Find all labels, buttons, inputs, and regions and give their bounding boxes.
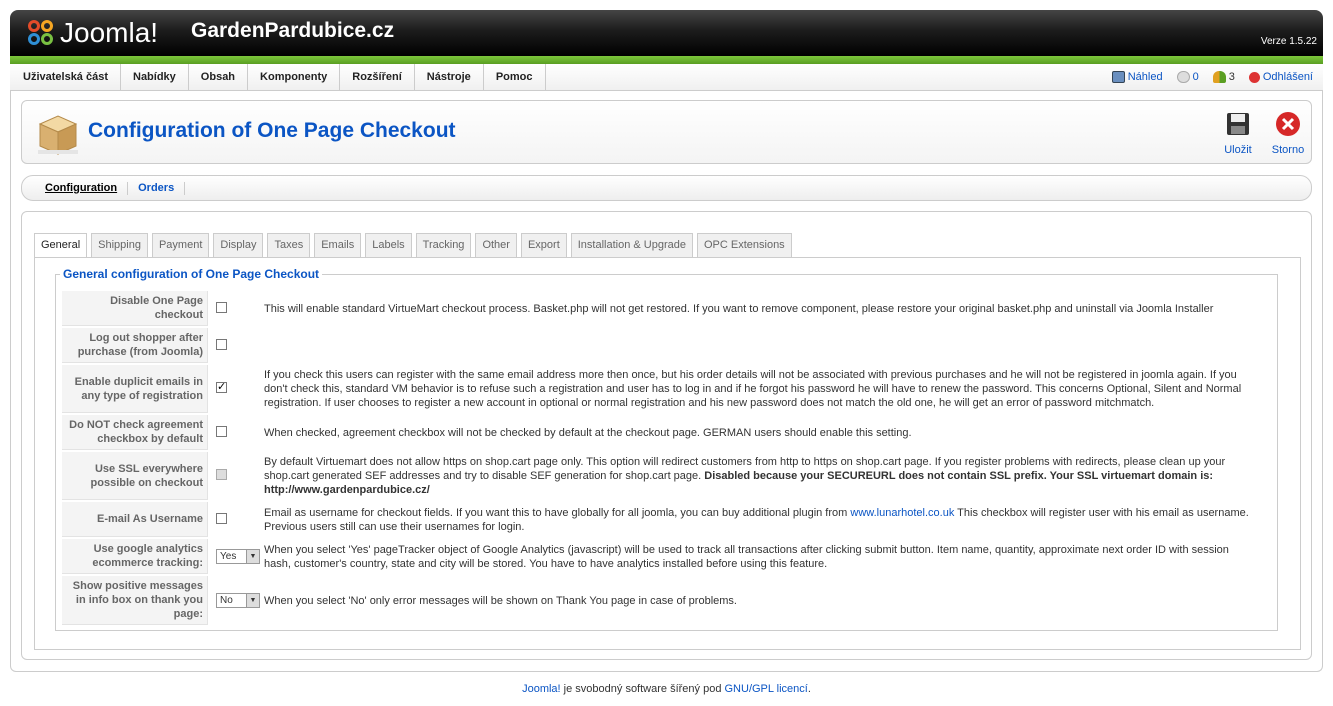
- cancel-icon: [1275, 111, 1301, 137]
- tab-emails[interactable]: Emails: [314, 233, 361, 257]
- config-row: [62, 328, 1260, 363]
- save-label: Uložit: [1224, 144, 1252, 156]
- save-button[interactable]: [1218, 111, 1258, 156]
- tab-tracking[interactable]: Tracking: [416, 233, 472, 257]
- config-description: By default Virtuemart does not allow https on shop.cart page only. This option will redirect customers from http to https on shop.cart page. If you register problems with redirects, please clean up your shop.cart generated SEF addresses and try to disable SEF generation for shop.cart page. Disabled because your SECUREURL does not contain SSL prefix. Your SSL virtuemart domain is: http://www.gardenpardubice.cz/: [264, 456, 1226, 496]
- config-description: This will enable standard VirtueMart checkout process. Basket.php will not get restored. If you want to remove component, please restore your original basket.php and uninstall via Joomla Installer: [264, 302, 1214, 315]
- agreement-checkbox[interactable]: [216, 426, 227, 437]
- messages-link[interactable]: 0: [1177, 71, 1199, 83]
- gpl-license-link[interactable]: GNU/GPL licencí: [724, 683, 808, 695]
- users-online: 3: [1213, 71, 1235, 83]
- tab-panel-general: [34, 257, 1301, 650]
- config-description: When you select 'Yes' pageTracker object of Google Analytics (javascript) will be used to track all transactions after clicking submit button. Item name, quantity, approximate next order ID with session hash, customer's country, state and city will be stored. You have to have analytics installed before using this feature.: [264, 543, 1229, 570]
- config-label: E-mail As Username: [62, 502, 208, 537]
- logout-link[interactable]: Odhlášení: [1249, 71, 1313, 83]
- tab-opc-extensions[interactable]: OPC Extensions: [697, 233, 792, 257]
- joomla-logo[interactable]: [26, 16, 158, 50]
- config-label: Log out shopper after purchase (from Joomla): [62, 328, 208, 363]
- config-row: [62, 291, 1260, 326]
- ssl-warning: Disabled because your SECUREURL does not contain SSL prefix. Your SSL virtuemart domain is: http://www.gardenpardubice.cz/: [264, 470, 1214, 496]
- config-label: Use SSL everywhere possible on checkout: [62, 452, 208, 500]
- config-row: [62, 365, 1260, 413]
- page-title: Configuration of One Page Checkout: [88, 119, 456, 142]
- green-divider: [10, 56, 1323, 64]
- version-label: Verze 1.5.22: [1260, 36, 1317, 47]
- cancel-label: Storno: [1271, 144, 1305, 156]
- submenu-bar: [21, 175, 1312, 201]
- config-row: [62, 502, 1260, 537]
- toolbar-box: [21, 100, 1312, 164]
- email-as-username-checkbox[interactable]: [216, 513, 227, 524]
- mail-icon: [1177, 71, 1190, 83]
- lunarhotel-link[interactable]: www.lunarhotel.co.uk: [850, 506, 955, 519]
- preview-link[interactable]: Náhled: [1112, 71, 1163, 83]
- joomla-footer-link[interactable]: Joomla!: [522, 683, 561, 695]
- tab-other[interactable]: Other: [475, 233, 517, 257]
- config-description: When checked, agreement checkbox will not be checked by default at the checkout page. GERMAN users should enable this setting.: [264, 426, 912, 439]
- tab-taxes[interactable]: Taxes: [267, 233, 310, 257]
- config-description: Email as username for checkout fields. If you want this to have globally for all joomla, you can buy additional plugin from www.lunarhotel.co.uk This checkbox will register user with his email as username. Previous users still can use their usernames for login.: [264, 506, 1249, 533]
- use-ssl-checkbox: [216, 469, 227, 480]
- tab-general[interactable]: General: [34, 233, 87, 258]
- fieldset-legend: General configuration of One Page Checkout: [60, 267, 322, 281]
- menu-item-content[interactable]: Obsah: [189, 64, 248, 90]
- main-menu-bar: [10, 64, 1323, 91]
- config-label: Do NOT check agreement checkbox by default: [62, 415, 208, 450]
- submenu-configuration[interactable]: Configuration: [35, 182, 128, 195]
- disable-opc-checkbox[interactable]: [216, 302, 227, 313]
- main-content-box: [21, 211, 1312, 660]
- tab-strip: [34, 233, 796, 258]
- tab-export[interactable]: Export: [521, 233, 567, 257]
- header-bar: [10, 10, 1323, 56]
- dropdown-arrow-icon: ▼: [246, 594, 259, 607]
- joomla-flower-icon: [26, 18, 56, 48]
- logout-icon: [1249, 72, 1260, 83]
- footer: Joomla! je svobodný software šířený pod GNU/GPL licencí.: [522, 683, 811, 695]
- site-name: GardenPardubice.cz: [191, 19, 395, 42]
- config-row: [62, 452, 1260, 500]
- tab-shipping[interactable]: Shipping: [91, 233, 148, 257]
- analytics-select[interactable]: Yes ▼: [216, 549, 260, 564]
- tab-labels[interactable]: Labels: [365, 233, 411, 257]
- joomla-wordmark: Joomla!: [60, 17, 159, 48]
- config-label: Enable duplicit emails in any type of registration: [62, 365, 208, 413]
- config-description: When you select 'No' only error messages will be shown on Thank You page in case of problems.: [264, 594, 737, 607]
- preview-icon: [1112, 71, 1125, 83]
- config-label: Use google analytics ecommerce tracking:: [62, 539, 208, 574]
- duplicit-emails-checkbox[interactable]: [216, 382, 227, 393]
- status-bar: [1098, 64, 1313, 90]
- config-label: Show positive messages in info box on thank you page:: [62, 576, 208, 625]
- menu-item-menus[interactable]: Nabídky: [121, 64, 189, 90]
- submenu-orders[interactable]: Orders: [128, 182, 185, 195]
- tab-display[interactable]: Display: [213, 233, 263, 257]
- tab-installation-upgrade[interactable]: Installation & Upgrade: [571, 233, 693, 257]
- dropdown-arrow-icon: ▼: [246, 550, 259, 563]
- menu-item-extensions[interactable]: Rozšíření: [340, 64, 415, 90]
- config-label: Disable One Page checkout: [62, 291, 208, 326]
- config-row: [62, 415, 1260, 450]
- config-row: [62, 539, 1260, 574]
- config-table: [62, 289, 1260, 627]
- config-description: [260, 328, 1260, 363]
- users-icon: [1213, 71, 1226, 83]
- logout-after-purchase-checkbox[interactable]: [216, 339, 227, 350]
- menu-item-help[interactable]: Pomoc: [484, 64, 546, 90]
- menu-item-components[interactable]: Komponenty: [248, 64, 340, 90]
- cancel-button[interactable]: [1268, 111, 1308, 156]
- config-row: [62, 576, 1260, 625]
- menu-item-site[interactable]: Uživatelská část: [10, 64, 121, 90]
- floppy-disk-icon: [1225, 111, 1251, 137]
- config-description: If you check this users can register with the same email address more then once, but his order details will not be associated with previous purchases and he will not be registered in joomla again. If you don't check this, standard VM behavior is to refuse such a registration and user has to log in and if he forgot his password he will have to renew the password. This concerns Optional, Silent and Normal registration. If user chooses to register a new account in optional or normal registration and his new password does not match the old one, he will get an error of password mitchmatch.: [264, 369, 1242, 409]
- menu-item-tools[interactable]: Nástroje: [415, 64, 484, 90]
- package-box-icon: [36, 110, 80, 156]
- tab-payment[interactable]: Payment: [152, 233, 209, 257]
- positive-messages-select[interactable]: No ▼: [216, 593, 260, 608]
- general-fieldset: [55, 267, 1278, 631]
